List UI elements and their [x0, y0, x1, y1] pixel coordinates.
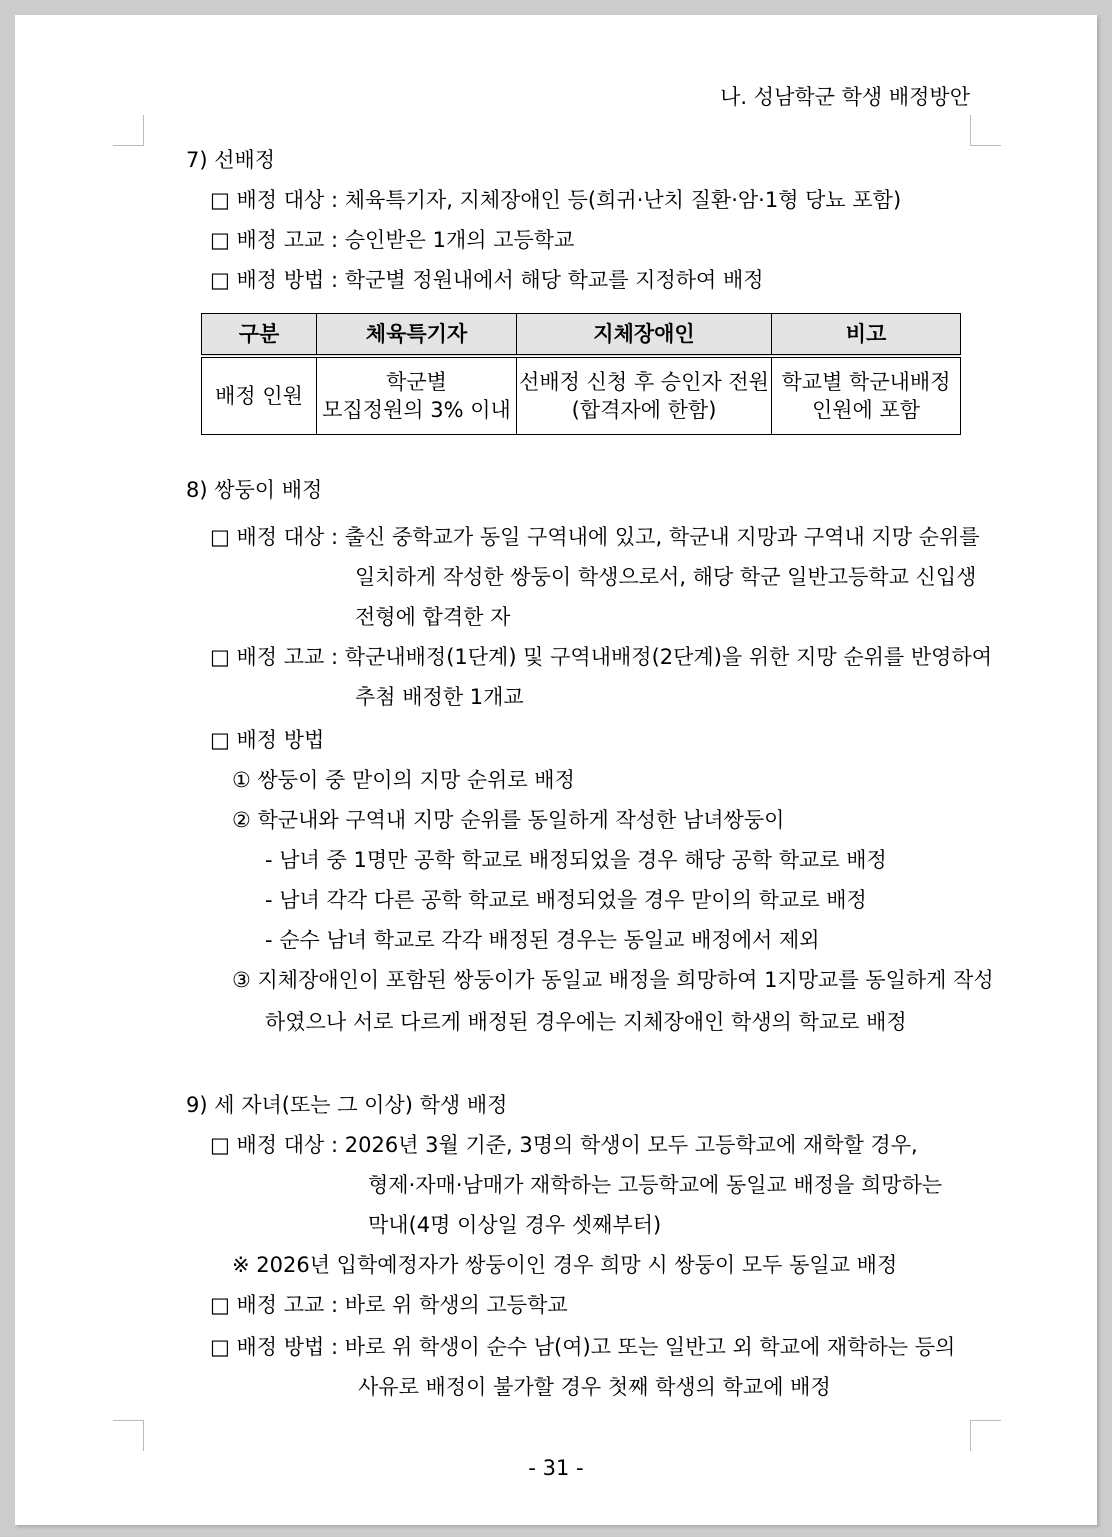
item: □ 배정 고교 : 학군내배정(1단계) 및 구역내배정(2단계)을 위한 지망 순위를 반영하여: [210, 645, 993, 669]
item: □ 배정 대상 : 체육특기자, 지체장애인 등(희귀·난치 질환·암·1형 당뇨 포함): [210, 188, 902, 212]
running-header: 나. 성남학군 학생 배정방안: [720, 85, 970, 109]
corner-mark: [113, 1420, 144, 1451]
col-header: 구분: [202, 314, 317, 357]
section-title: 8) 쌍둥이 배정: [186, 478, 323, 502]
cell: 학군별 모집정원의 3% 이내: [317, 356, 517, 435]
item: 하였으나 서로 다르게 배정된 경우에는 지체장애인 학생의 학교로 배정: [265, 1010, 907, 1034]
cell: 선배정 신청 후 승인자 전원 (합격자에 한함): [517, 356, 772, 435]
item: ② 학군내와 구역내 지망 순위를 동일하게 작성한 남녀쌍둥이: [232, 808, 785, 832]
section-title: 9) 세 자녀(또는 그 이상) 학생 배정: [186, 1093, 508, 1117]
item: □ 배정 방법 : 바로 위 학생이 순수 남(여)고 또는 일반고 외 학교에 재학하는 등의: [210, 1335, 956, 1359]
item: 일치하게 작성한 쌍둥이 학생으로서, 해당 학군 일반고등학교 신입생: [355, 565, 977, 589]
item: 추첨 배정한 1개교: [355, 685, 524, 709]
col-header: 체육특기자: [317, 314, 517, 357]
corner-mark: [113, 115, 144, 146]
item: ※ 2026년 입학예정자가 쌍둥이인 경우 희망 시 쌍둥이 모두 동일교 배정: [232, 1253, 898, 1277]
item: - 남녀 중 1명만 공학 학교로 배정되었을 경우 해당 공학 학교로 배정: [265, 848, 887, 872]
corner-mark: [970, 115, 1001, 146]
item: ③ 지체장애인이 포함된 쌍둥이가 동일교 배정을 희망하여 1지망교를 동일하게 작성: [232, 968, 994, 992]
item: 전형에 합격한 자: [355, 605, 511, 629]
section-title: 7) 선배정: [186, 148, 276, 172]
cell: 학교별 학군내배정 인원에 포함: [772, 356, 961, 435]
corner-mark: [970, 1420, 1001, 1451]
page-number: - 31 -: [528, 1456, 584, 1480]
item: □ 배정 방법: [210, 728, 325, 752]
item: 사유로 배정이 불가할 경우 첫째 학생의 학교에 배정: [358, 1375, 831, 1399]
col-header: 비고: [772, 314, 961, 357]
item: 형제·자매·남매가 재학하는 고등학교에 동일교 배정을 희망하는: [368, 1173, 943, 1197]
preassignment-table: [201, 313, 961, 435]
item: □ 배정 대상 : 출신 중학교가 동일 구역내에 있고, 학군내 지망과 구역내 지망 순위를: [210, 525, 980, 549]
item: □ 배정 대상 : 2026년 3월 기준, 3명의 학생이 모두 고등학교에 재학할 경우,: [210, 1133, 918, 1157]
item: □ 배정 고교 : 바로 위 학생의 고등학교: [210, 1293, 568, 1317]
item: ① 쌍둥이 중 맏이의 지망 순위로 배정: [232, 768, 575, 792]
table-row: [202, 356, 961, 435]
cell: 배정 인원: [202, 356, 317, 435]
item: □ 배정 방법 : 학군별 정원내에서 해당 학교를 지정하여 배정: [210, 268, 764, 292]
item: - 남녀 각각 다른 공학 학교로 배정되었을 경우 맏이의 학교로 배정: [265, 888, 867, 912]
item: - 순수 남녀 학교로 각각 배정된 경우는 동일교 배정에서 제외: [265, 928, 820, 952]
item: □ 배정 고교 : 승인받은 1개의 고등학교: [210, 228, 575, 252]
item: 막내(4명 이상일 경우 셋째부터): [368, 1213, 662, 1237]
col-header: 지체장애인: [517, 314, 772, 357]
